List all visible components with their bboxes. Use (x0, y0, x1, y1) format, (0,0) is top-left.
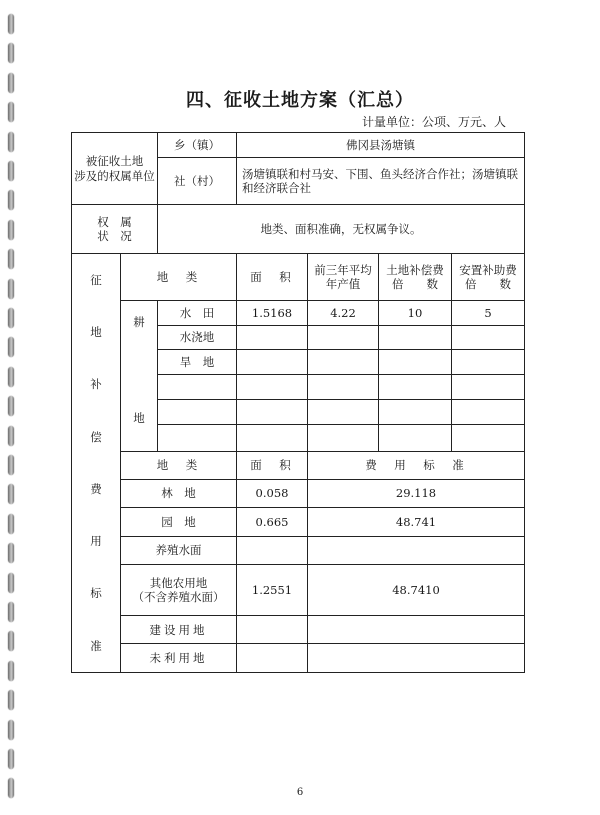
comp-multiple-cell (379, 374, 452, 399)
village-value: 汤塘镇联和村马安、下围、鱼头经济合作社；汤塘镇联和经济联合社 (237, 158, 525, 205)
other-land-type-cell: 未利用地 (121, 644, 237, 673)
binding-ring (8, 161, 14, 181)
land-type-cell: 旱 地 (158, 350, 237, 374)
binding-ring (8, 602, 14, 622)
binding-ring (8, 43, 14, 63)
binding-ring (8, 249, 14, 269)
binding-ring (8, 749, 14, 769)
area-cell: 1.5168 (237, 301, 308, 325)
cost-standard-cell (308, 644, 525, 673)
cost-standard-header: 费 用 标 准 (308, 451, 525, 479)
binding-ring (8, 720, 14, 740)
resettle-multiple-cell: 5 (452, 301, 525, 325)
binding-ring (8, 426, 14, 446)
cost-standard-cell: 48.7410 (308, 565, 525, 616)
comp-multiple-cell (379, 350, 452, 374)
cost-standard-cell (308, 536, 525, 564)
land-type-cell (158, 425, 237, 451)
resettle-multiple-cell (452, 325, 525, 349)
standard-label-char: 费 (90, 481, 102, 496)
land-type-cell (158, 374, 237, 399)
other-area-cell (237, 536, 308, 564)
resettlement-multiple-header: 安置补助费 倍 数 (452, 253, 525, 301)
ownership-status-label: 权 属 状 况 (72, 205, 158, 254)
area-cell (237, 425, 308, 451)
binding-ring (8, 367, 14, 387)
area-cell (237, 399, 308, 424)
standard-label-char: 地 (90, 324, 102, 339)
comp-multiple-cell (379, 325, 452, 349)
other-land-type-cell: 其他农用地 （不含养殖水面） (121, 565, 237, 616)
measurement-unit: 计量单位：公项、万元、人 (361, 115, 506, 129)
avg-output-header: 前三年平均 年产值 (308, 253, 379, 301)
other-area-cell (237, 644, 308, 673)
binding-ring (8, 279, 14, 299)
binding-ring (8, 514, 14, 534)
standard-label-char: 准 (90, 638, 102, 653)
ownership-status-value: 地类、面积准确，无权属争议。 (158, 205, 525, 254)
binding-ring (8, 308, 14, 328)
page-title: 四、征收土地方案（汇总） (186, 90, 414, 111)
resettle-multiple-cell (452, 399, 525, 424)
avg-output-cell (308, 350, 379, 374)
land-type-cell (158, 399, 237, 424)
comp-multiple-cell: 10 (379, 301, 452, 325)
village-label: 社（村） (158, 158, 237, 205)
land-type-header: 地 类 (121, 253, 237, 301)
other-land-type-cell: 养殖水面 (121, 536, 237, 564)
township-label: 乡（镇） (158, 133, 237, 158)
cost-standard-cell: 29.118 (308, 480, 525, 507)
standard-label-char: 征 (90, 272, 102, 287)
binding-ring (8, 14, 14, 34)
other-area-cell (237, 616, 308, 644)
page-number: 6 (296, 787, 304, 798)
other-land-type-header: 地 类 (121, 451, 237, 479)
resettle-multiple-cell (452, 350, 525, 374)
binding-ring (8, 220, 14, 240)
binding-ring (8, 190, 14, 210)
area-cell (237, 374, 308, 399)
avg-output-cell (308, 425, 379, 451)
other-land-type-cell: 林 地 (121, 480, 237, 507)
area-cell (237, 350, 308, 374)
other-land-type-cell: 园 地 (121, 507, 237, 536)
cost-standard-cell (308, 616, 525, 644)
area-header: 面 积 (237, 253, 308, 301)
land-acquisition-table (71, 132, 525, 673)
binding-ring (8, 337, 14, 357)
binding-ring (8, 455, 14, 475)
resettle-multiple-cell (452, 425, 525, 451)
avg-output-cell (308, 374, 379, 399)
binding-ring (8, 631, 14, 651)
binding-ring (8, 661, 14, 681)
binding-ring (8, 690, 14, 710)
other-area-cell: 0.058 (237, 480, 308, 507)
cost-standard-cell: 48.741 (308, 507, 525, 536)
cultivated-land-label: 耕 地 (121, 301, 158, 451)
spiral-binding (0, 0, 22, 815)
binding-ring (8, 543, 14, 563)
comp-multiple-cell (379, 425, 452, 451)
land-comp-multiple-header: 土地补偿费 倍 数 (379, 253, 452, 301)
comp-multiple-cell (379, 399, 452, 424)
binding-ring (8, 132, 14, 152)
other-area-header: 面 积 (237, 451, 308, 479)
avg-output-cell (308, 325, 379, 349)
area-cell (237, 325, 308, 349)
standard-label-char: 用 (90, 534, 102, 549)
avg-output-cell (308, 399, 379, 424)
other-area-cell: 1.2551 (237, 565, 308, 616)
resettle-multiple-cell (452, 374, 525, 399)
binding-ring (8, 484, 14, 504)
township-value: 佛冈县汤塘镇 (237, 133, 525, 158)
binding-ring (8, 396, 14, 416)
compensation-standard-label (72, 253, 121, 672)
binding-ring (8, 573, 14, 593)
other-area-cell: 0.665 (237, 507, 308, 536)
land-type-cell: 水 田 (158, 301, 237, 325)
standard-label-char: 标 (90, 586, 102, 601)
standard-label-char: 补 (90, 377, 102, 392)
standard-label-char: 偿 (90, 429, 102, 444)
ownership-unit-label: 被征收土地 涉及的权属单位 (72, 133, 158, 205)
other-land-type-cell: 建设用地 (121, 616, 237, 644)
avg-output-cell: 4.22 (308, 301, 379, 325)
land-type-cell: 水浇地 (158, 325, 237, 349)
